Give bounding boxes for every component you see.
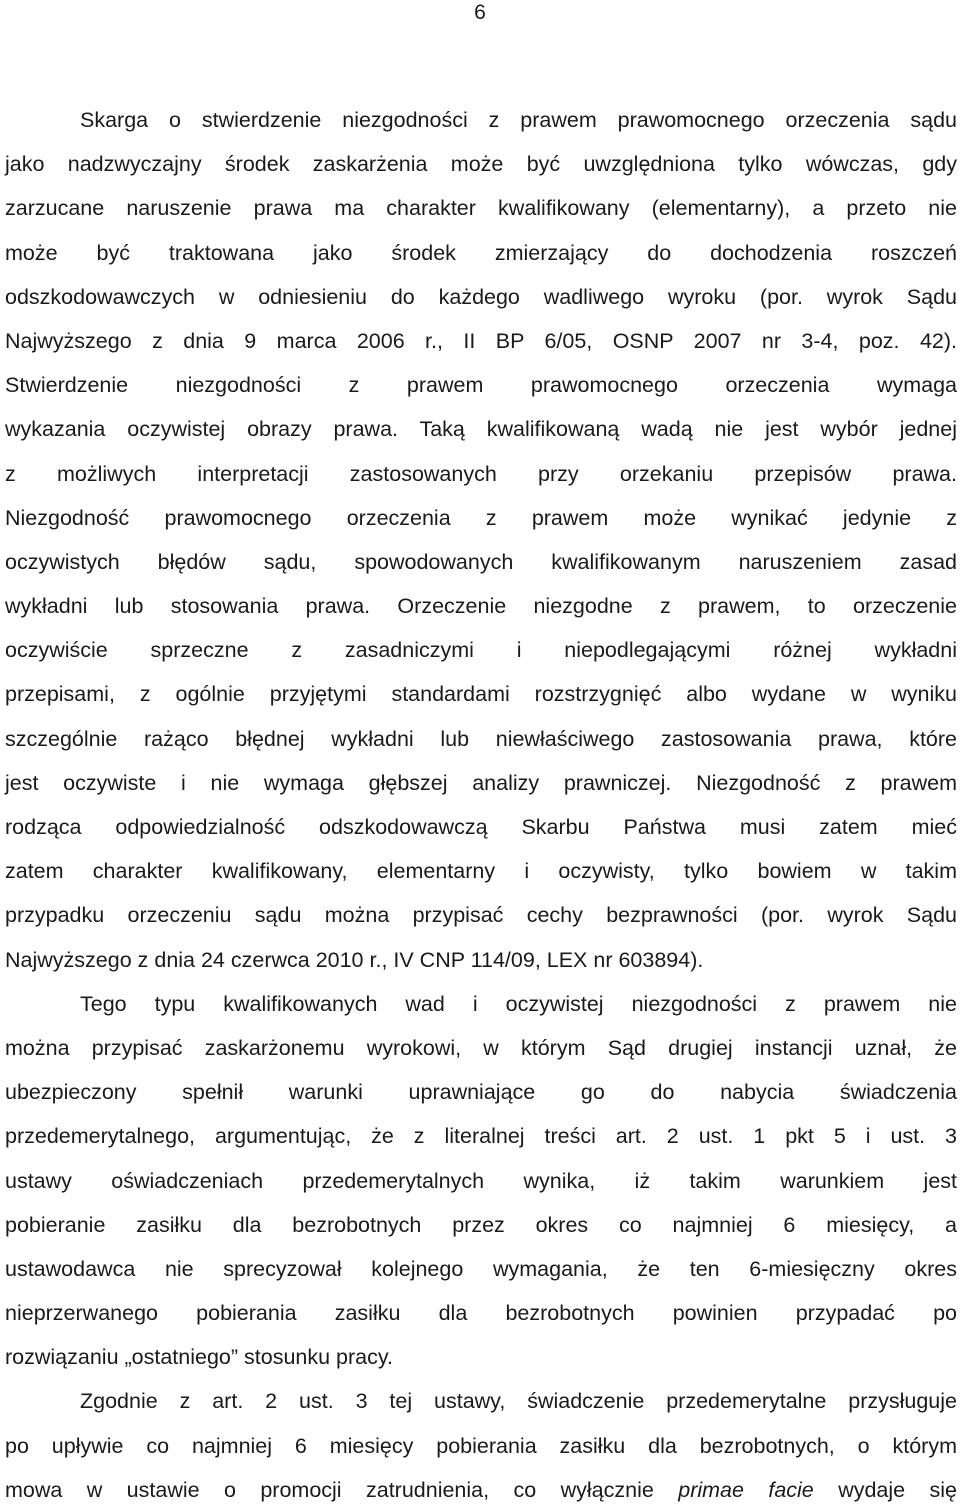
text-line: zarzucane naruszenie prawa ma charakter kwalifikowany (elementarny), a przeto nie	[5, 196, 957, 221]
italic-phrase: primae facie	[678, 1477, 814, 1502]
text-line: nieprzerwanego pobierania zasiłku dla bezrobotnych powinien przypadać po	[5, 1301, 957, 1326]
text-line: pobieranie zasiłku dla bezrobotnych przez okres co najmniej 6 miesięcy, a	[5, 1212, 957, 1237]
text-line: po upływie co najmniej 6 miesięcy pobierania zasiłku dla bezrobotnych, o którym	[5, 1433, 957, 1458]
paragraph-1	[5, 98, 957, 982]
text-line: Tego typu kwalifikowanych wad i oczywistej niezgodności z prawem nie	[80, 991, 957, 1016]
text-line: jest oczywiste i nie wymaga głębszej analizy prawniczej. Niezgodność z prawem	[5, 770, 957, 795]
page-number: 6	[474, 1, 486, 24]
text-line: zatem charakter kwalifikowany, elementarny i oczywisty, tylko bowiem w takim	[5, 859, 957, 884]
text-segment: mowa w ustawie o promocji zatrudnienia, co wyłącznie	[5, 1477, 654, 1502]
text-line: jako nadzwyczajny środek zaskarżenia może być uwzględniona tylko wówczas, gdy	[5, 152, 957, 177]
text-line: z możliwych interpretacji zastosowanych przy orzekaniu przepisów prawa.	[5, 461, 957, 486]
text-line: rozwiązaniu „ostatniego” stosunku pracy.	[5, 1345, 393, 1370]
text-line: można przypisać zaskarżonemu wyrokowi, w którym Sąd drugiej instancji uznał, że	[5, 1035, 957, 1060]
text-line: Zgodnie z art. 2 ust. 3 tej ustawy, świadczenie przedemerytalne przysługuje	[80, 1389, 957, 1414]
text-line: przypadku orzeczeniu sądu można przypisać cechy bezprawności (por. wyrok Sądu	[5, 903, 957, 928]
text-segment: wydaje się	[838, 1477, 957, 1502]
text-line: przepisami, z ogólnie przyjętymi standardami rozstrzygnięć albo wydane w wyniku	[5, 682, 957, 707]
text-line: Skarga o stwierdzenie niezgodności z prawem prawomocnego orzeczenia sądu	[80, 108, 957, 132]
text-line	[5, 1468, 957, 1512]
text-line: ustawodawca nie sprecyzował kolejnego wymagania, że ten 6-miesięczny okres	[5, 1256, 957, 1281]
text-line: Najwyższego z dnia 9 marca 2006 r., II BP 6/05, OSNP 2007 nr 3-4, poz. 42).	[5, 328, 957, 353]
text-line: ubezpieczony spełnił warunki uprawniające go do nabycia świadczenia	[5, 1080, 957, 1105]
text-line: rodząca odpowiedzialność odszkodowawczą Skarbu Państwa musi zatem mieć	[5, 815, 957, 839]
paragraph-3	[5, 1379, 957, 1512]
text-line: ustawy oświadczeniach przedemerytalnych wynika, iż takim warunkiem jest	[5, 1168, 957, 1193]
text-line: Najwyższego z dnia 24 czerwca 2010 r., IV CNP 114/09, LEX nr 603894).	[5, 947, 704, 972]
text-line: odszkodowawczych w odniesieniu do każdego wadliwego wyroku (por. wyrok Sądu	[5, 284, 957, 309]
text-line: wykazania oczywistej obrazy prawa. Taką kwalifikowaną wadą nie jest wybór jednej	[5, 417, 957, 442]
document-body	[5, 98, 957, 1512]
text-line: oczywiście sprzeczne z zasadniczymi i niepodlegającymi różnej wykładni	[5, 638, 957, 663]
text-line: Niezgodność prawomocnego orzeczenia z prawem może wynikać jedynie z	[5, 505, 957, 530]
text-line: Stwierdzenie niezgodności z prawem prawomocnego orzeczenia wymaga	[5, 373, 957, 398]
text-line: może być traktowana jako środek zmierzający do dochodzenia roszczeń	[5, 240, 957, 265]
text-line: oczywistych błędów sądu, spowodowanych kwalifikowanym naruszeniem zasad	[5, 549, 957, 574]
text-line: przedemerytalnego, argumentując, że z literalnej treści art. 2 ust. 1 pkt 5 i ust. 3	[5, 1124, 957, 1149]
text-line: wykładni lub stosowania prawa. Orzeczenie niezgodne z prawem, to orzeczenie	[5, 594, 957, 619]
text-line: szczególnie rażąco błędnej wykładni lub niewłaściwego zastosowania prawa, które	[5, 726, 957, 751]
paragraph-2	[5, 982, 957, 1380]
